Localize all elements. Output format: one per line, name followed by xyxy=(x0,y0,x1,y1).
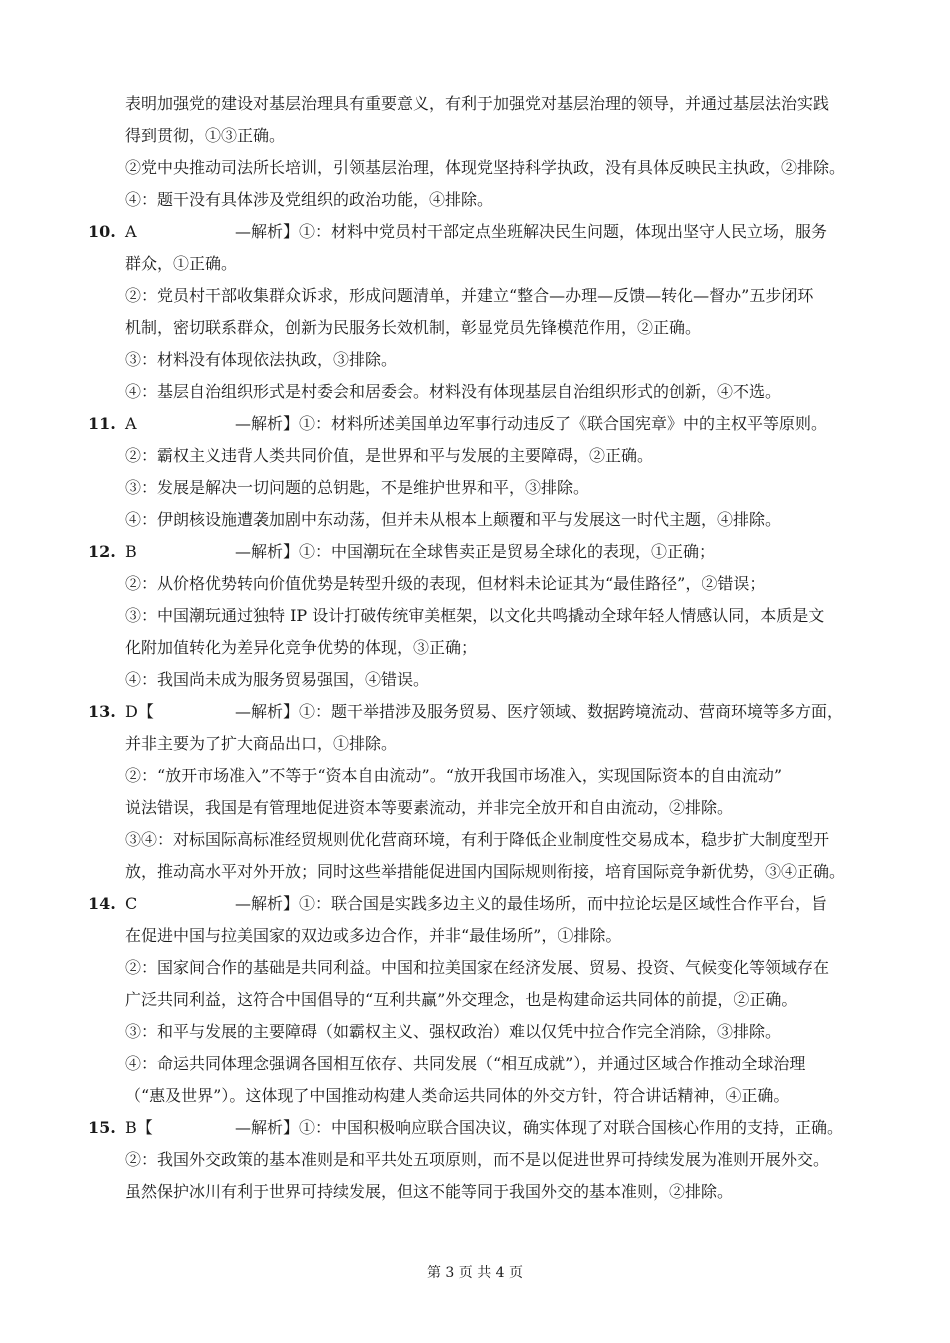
answer-choice: B【 xyxy=(125,1118,153,1137)
analysis-line: 在促进中国与拉美国家的双边或多边合作，并非“最佳场所”，①排除。 xyxy=(125,926,622,945)
text-line: 得到贯彻，①③正确。 xyxy=(125,126,286,145)
analysis-line: ④：伊朗核设施遭袭加剧中东动荡，但并未从根本上颠覆和平与发展这一时代主题，④排除。 xyxy=(125,510,782,529)
analysis-line: ②：“放开市场准入”不等于“资本自由流动”。“放开我国市场准入，实现国际资本的自由流动” xyxy=(125,766,783,785)
question-10 xyxy=(88,216,863,408)
analysis-label: —解析】 xyxy=(235,702,300,721)
analysis-line: ②：党员村干部收集群众诉求，形成问题清单，并建立“整合—办理—反馈—转化—督办”五步闭环 xyxy=(125,286,814,305)
question-number: 13. xyxy=(88,702,116,721)
question-11 xyxy=(88,408,863,536)
analysis-line: 说法错误，我国是有管理地促进资本等要素流动，并非完全放开和自由流动，②排除。 xyxy=(125,798,734,817)
analysis-line: ④：基层自治组织形式是村委会和居委会。材料没有体现基层自治组织形式的创新，④不选。 xyxy=(125,382,782,401)
analysis-label: —解析】 xyxy=(235,894,300,913)
analysis-line: 化附加值转化为差异化竞争优势的体现，③正确； xyxy=(125,638,478,657)
analysis-label: —解析】 xyxy=(235,414,300,433)
analysis-line: ③：发展是解决一切问题的总钥匙，不是维护世界和平，③排除。 xyxy=(125,478,590,497)
analysis-line: ②：霸权主义违背人类共同价值，是世界和平与发展的主要障碍，②正确。 xyxy=(125,446,654,465)
analysis-line: ③：材料没有体现依法执政，③排除。 xyxy=(125,350,398,369)
analysis-line: ③：中国潮玩通过独特 IP 设计打破传统审美框架，以文化共鸣撬动全球年轻人情感认同，本质是文 xyxy=(125,606,825,625)
analysis-label: —解析】 xyxy=(235,222,300,241)
analysis-line: ④：我国尚未成为服务贸易强国，④错误。 xyxy=(125,670,430,689)
question-12 xyxy=(88,536,863,696)
analysis-line: ②：我国外交政策的基本准则是和平共处五项原则，而不是以促进世界可持续发展为准则开展外交。 xyxy=(125,1150,830,1169)
analysis-line: 群众，①正确。 xyxy=(125,254,238,273)
answer-choice: A xyxy=(125,222,137,241)
analysis-line: （“惠及世界”）。这体现了中国推动构建人类命运共同体的外交方针，符合讲话精神，④正确。 xyxy=(125,1086,790,1105)
question-14 xyxy=(88,888,863,1112)
analysis-text: ①：材料所述美国单边军事行动违反了《联合国宪章》中的主权平等原则。 xyxy=(299,414,828,433)
answer-choice: C xyxy=(125,894,138,913)
text-line: 表明加强党的建设对基层治理具有重要意义，有利于加强党对基层治理的领导，并通过基层法治实践 xyxy=(125,94,830,113)
analysis-text: ①：题干举措涉及服务贸易、医疗领域、数据跨境流动、营商环境等多方面， xyxy=(299,702,844,721)
analysis-text: ①：材料中党员村干部定点坐班解决民生问题，体现出坚守人民立场，服务 xyxy=(299,222,828,241)
analysis-line: ②：国家间合作的基础是共同利益。中国和拉美国家在经济发展、贸易、投资、气候变化等领域存在 xyxy=(125,958,830,977)
question-number: 14. xyxy=(88,894,116,913)
answer-choice: A xyxy=(125,414,137,433)
analysis-line: 放，推动高水平对外开放；同时这些举措能促进国内国际规则衔接，培育国际竞争新优势，③④正确。 xyxy=(125,862,846,881)
analysis-line: 机制，密切联系群众，创新为民服务长效机制，彰显党员先锋模范作用，②正确。 xyxy=(125,318,702,337)
question-number: 11. xyxy=(88,414,116,433)
question-13 xyxy=(88,696,863,888)
analysis-line: ③：和平与发展的主要障碍（如霸权主义、强权政治）难以仅凭中拉合作完全消除，③排除。 xyxy=(125,1022,782,1041)
text-line: ④：题干没有具体涉及党组织的政治功能，④排除。 xyxy=(125,190,494,209)
question-number: 15. xyxy=(88,1118,116,1137)
text-line: ②党中央推动司法所长培训，引领基层治理，体现党坚持科学执政，没有具体反映民主执政，②排除。 xyxy=(125,158,846,177)
page-footer: 第 3 页 共 4 页 xyxy=(426,1265,524,1281)
analysis-line: ④：命运共同体理念强调各国相互依存、共同发展（“相互成就”），并通过区域合作推动全球治理 xyxy=(125,1054,806,1073)
analysis-text: ①：中国潮玩在全球售卖正是贸易全球化的表现，①正确； xyxy=(299,542,716,561)
answer-choice: D【 xyxy=(125,702,154,721)
analysis-line: 并非主要为了扩大商品出口，①排除。 xyxy=(125,734,398,753)
analysis-line: ③④：对标国际高标准经贸规则优化营商环境，有利于降低企业制度性交易成本，稳步扩大制度型开 xyxy=(125,830,830,849)
analysis-line: 虽然保护冰川有利于世界可持续发展，但这不能等同于我国外交的基本准则，②排除。 xyxy=(125,1182,734,1201)
analysis-label: —解析】 xyxy=(235,1118,300,1137)
question-number: 10. xyxy=(88,222,116,241)
analysis-text: ①：联合国是实践多边主义的最佳场所，而中拉论坛是区域性合作平台，旨 xyxy=(299,894,828,913)
question-15 xyxy=(88,1112,863,1208)
question-number: 12. xyxy=(88,542,116,561)
analysis-text: ①：中国积极响应联合国决议，确实体现了对联合国核心作用的支持，正确。 xyxy=(299,1118,844,1137)
analysis-label: —解析】 xyxy=(235,542,300,561)
answer-choice: B xyxy=(125,542,137,561)
analysis-line: ②：从价格优势转向价值优势是转型升级的表现，但材料未论证其为“最佳路径”，②错误； xyxy=(125,574,766,593)
answer-explanations xyxy=(88,88,863,1208)
analysis-line: 广泛共同利益，这符合中国倡导的“互利共赢”外交理念，也是构建命运共同体的前提，②正确。 xyxy=(125,990,798,1009)
